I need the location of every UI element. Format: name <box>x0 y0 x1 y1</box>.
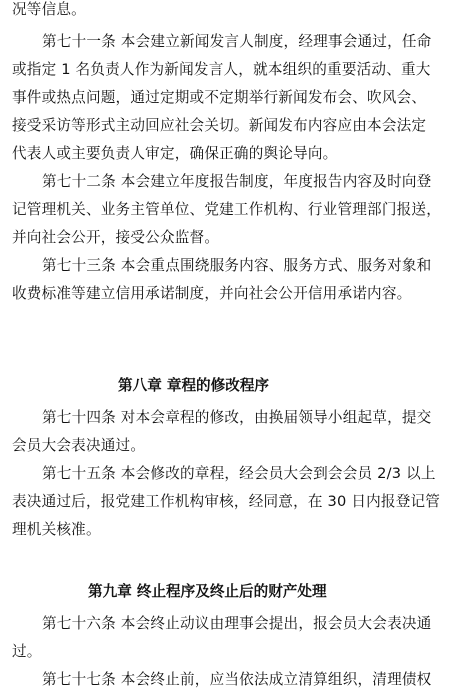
chapter-9-heading: 第九章 终止程序及终止后的财产处理 <box>88 583 327 600</box>
paragraph-line: 并向社会公开，接受公众监督。 <box>12 229 220 246</box>
paragraph-line: 理机关核准。 <box>12 521 101 538</box>
chapter-8-heading: 第八章 章程的修改程序 <box>118 377 270 394</box>
paragraph-line: 况等信息。 <box>12 1 86 18</box>
article-77-start: 第七十七条 本会终止前，应当依法成立清算组织，清理债权 <box>42 671 432 688</box>
article-74-start: 第七十四条 对本会章程的修改，由换届领导小组起草，提交 <box>42 409 432 426</box>
paragraph-line: 记管理机关、业务主管单位、党建工作机构、行业管理部门报送， <box>12 201 442 218</box>
article-73-start: 第七十三条 本会重点围绕服务内容、服务方式、服务对象和 <box>42 257 432 274</box>
paragraph-line: 收费标准等建立信用承诺制度，并向社会公开信用承诺内容。 <box>12 285 412 302</box>
paragraph-line: 代表人或主要负责人审定，确保正确的舆论导向。 <box>12 145 338 162</box>
paragraph-line: 表决通过后，报党建工作机构审核，经同意，在 30 日内报登记管 <box>12 493 441 510</box>
paragraph-line: 或指定 1 名负责人作为新闻发言人，就本组织的重要活动、重大 <box>12 61 431 78</box>
paragraph-line: 过。 <box>12 643 42 660</box>
article-75-start: 第七十五条 本会修改的章程，经会员大会到会会员 2/3 以上 <box>42 465 436 482</box>
article-72-start: 第七十二条 本会建立年度报告制度，年度报告内容及时向登 <box>42 173 432 190</box>
article-76-start: 第七十六条 本会终止动议由理事会提出，报会员大会表决通 <box>42 615 432 632</box>
paragraph-line: 接受采访等形式主动回应社会关切。新闻发布内容应由本会法定 <box>12 117 427 134</box>
paragraph-line: 事件或热点问题，通过定期或不定期举行新闻发布会、吹风会、 <box>12 89 427 106</box>
article-71-start: 第七十一条 本会建立新闻发言人制度，经理事会通过，任命 <box>42 33 432 50</box>
paragraph-line: 会员大会表决通过。 <box>12 437 146 454</box>
